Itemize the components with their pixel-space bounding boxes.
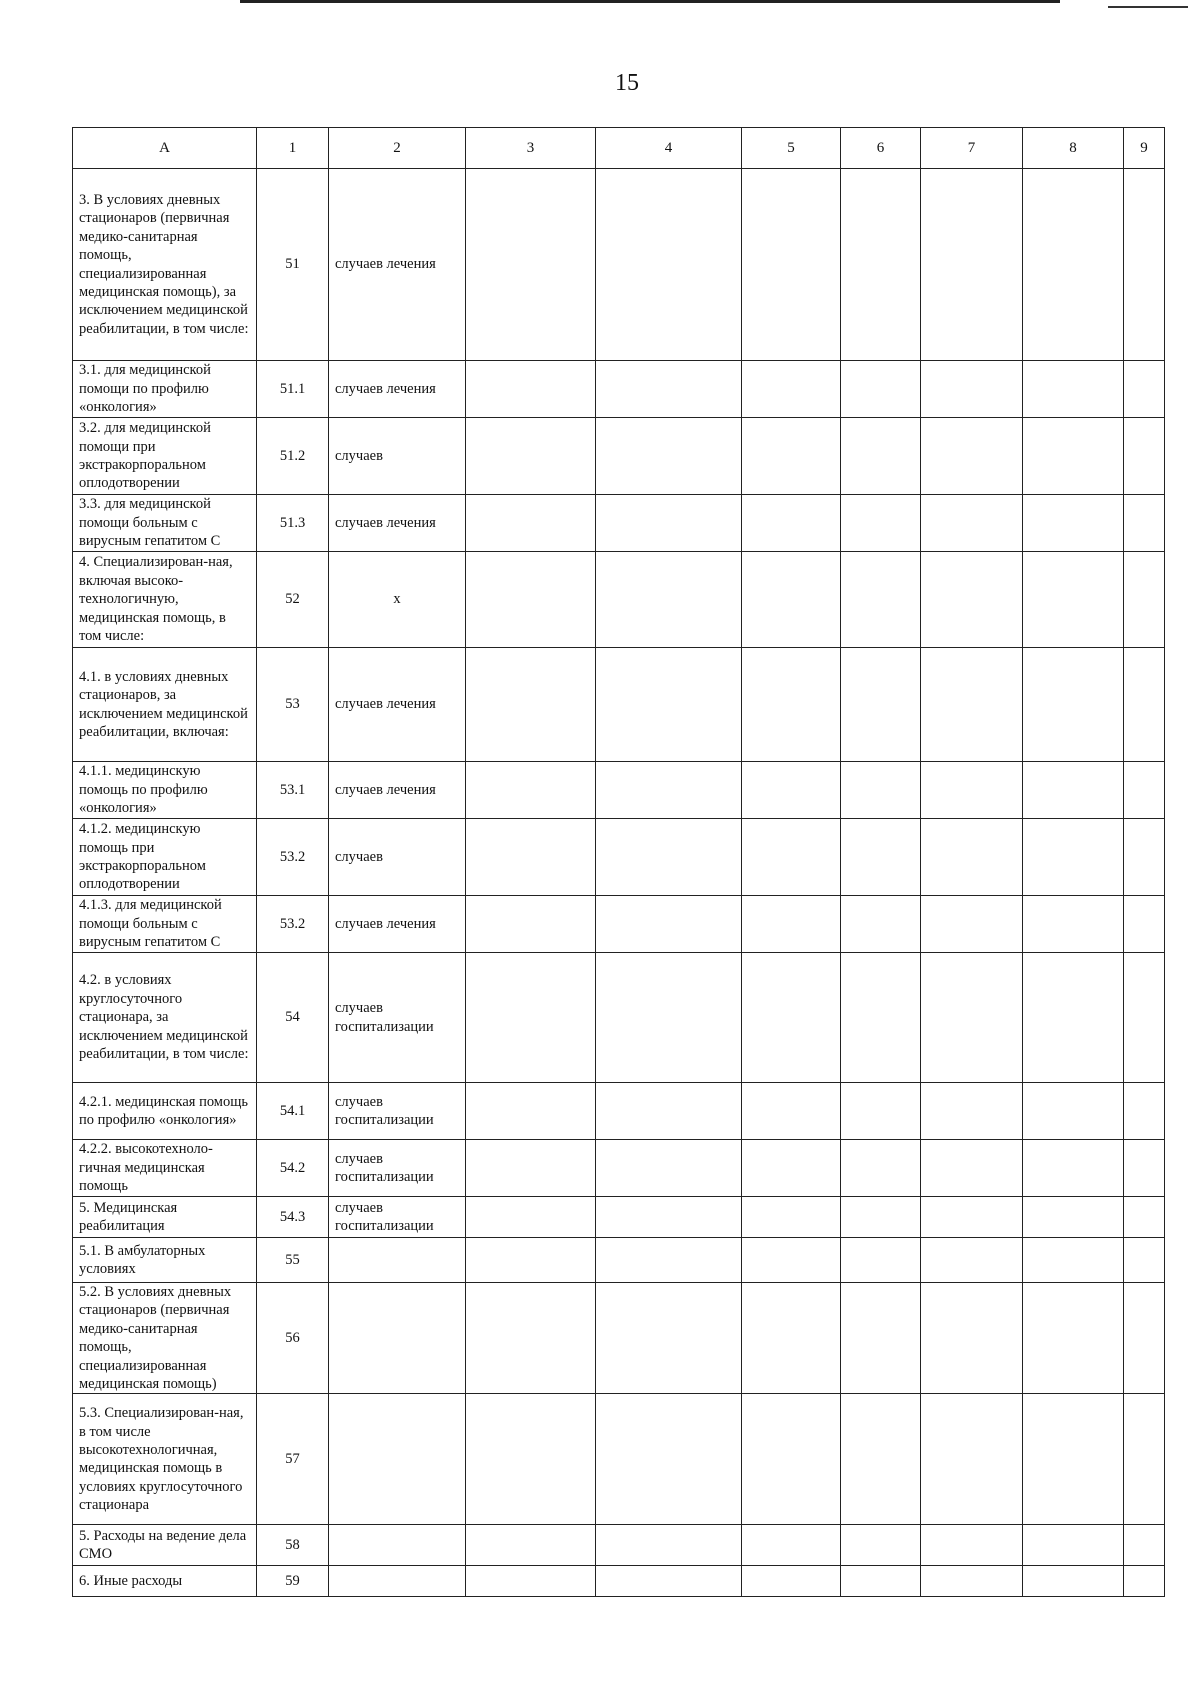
- value-cell: [742, 953, 841, 1083]
- row-code: 53: [257, 648, 329, 762]
- value-cell: [841, 1566, 921, 1597]
- table-row: [73, 1394, 1165, 1525]
- row-label: 3. В условиях дневных стационаров (первичная медико-санитарная помощь, специализированная медицинская помощь), за исключением медицинской реабилитации, в том числе:: [73, 169, 257, 361]
- value-cell: [1023, 169, 1124, 361]
- value-cell: [466, 819, 596, 896]
- value-cell: [742, 1566, 841, 1597]
- value-cell: [921, 648, 1023, 762]
- row-code: 56: [257, 1283, 329, 1394]
- row-code: 53.2: [257, 896, 329, 953]
- scan-edge-line-right: [1108, 6, 1188, 8]
- value-cell: [1023, 361, 1124, 418]
- row-label: 4.2.1. медицинская помощь по профилю «онкология»: [73, 1083, 257, 1140]
- row-unit: [329, 1394, 466, 1525]
- table-row: [73, 762, 1165, 819]
- row-unit: [329, 1238, 466, 1283]
- value-cell: [1124, 1140, 1165, 1197]
- value-cell: [596, 1283, 742, 1394]
- value-cell: [921, 1197, 1023, 1238]
- value-cell: [466, 418, 596, 495]
- row-label: 5.2. В условиях дневных стационаров (первичная медико-санитарная помощь, специализированная медицинская помощь): [73, 1283, 257, 1394]
- row-label: 4. Специализирован-ная, включая высоко-технологичную, медицинская помощь, в том числе:: [73, 552, 257, 648]
- value-cell: [596, 1525, 742, 1566]
- value-cell: [466, 1283, 596, 1394]
- row-code: 54: [257, 953, 329, 1083]
- column-header: 9: [1124, 128, 1165, 169]
- value-cell: [921, 762, 1023, 819]
- row-label: 4.1.1. медицинскую помощь по профилю «онкология»: [73, 762, 257, 819]
- value-cell: [1124, 1283, 1165, 1394]
- table-row: [73, 1525, 1165, 1566]
- value-cell: [921, 361, 1023, 418]
- row-unit: случаев: [329, 418, 466, 495]
- value-cell: [1124, 1238, 1165, 1283]
- value-cell: [1124, 361, 1165, 418]
- value-cell: [1124, 896, 1165, 953]
- value-cell: [466, 1394, 596, 1525]
- row-unit: [329, 1566, 466, 1597]
- value-cell: [921, 418, 1023, 495]
- value-cell: [742, 819, 841, 896]
- value-cell: [742, 1394, 841, 1525]
- value-cell: [1023, 1525, 1124, 1566]
- value-cell: [921, 1140, 1023, 1197]
- row-label: 3.1. для медицинской помощи по профилю «онкология»: [73, 361, 257, 418]
- value-cell: [1124, 762, 1165, 819]
- value-cell: [1023, 418, 1124, 495]
- value-cell: [466, 169, 596, 361]
- value-cell: [466, 762, 596, 819]
- row-label: 4.1.3. для медицинской помощи больным с вирусным гепатитом С: [73, 896, 257, 953]
- value-cell: [596, 1140, 742, 1197]
- value-cell: [1023, 1238, 1124, 1283]
- value-cell: [742, 648, 841, 762]
- value-cell: [742, 169, 841, 361]
- table-row: [73, 1566, 1165, 1597]
- value-cell: [1124, 1197, 1165, 1238]
- table-row: [73, 1083, 1165, 1140]
- value-cell: [742, 552, 841, 648]
- value-cell: [596, 169, 742, 361]
- value-cell: [921, 495, 1023, 552]
- value-cell: [921, 819, 1023, 896]
- table-row: [73, 1197, 1165, 1238]
- column-header: 5: [742, 128, 841, 169]
- value-cell: [1124, 648, 1165, 762]
- value-cell: [921, 1283, 1023, 1394]
- value-cell: [1023, 762, 1124, 819]
- row-label: 6. Иные расходы: [73, 1566, 257, 1597]
- value-cell: [596, 418, 742, 495]
- value-cell: [1124, 418, 1165, 495]
- value-cell: [596, 648, 742, 762]
- value-cell: [841, 169, 921, 361]
- value-cell: [466, 953, 596, 1083]
- value-cell: [596, 1394, 742, 1525]
- row-unit: случаев госпитализации: [329, 953, 466, 1083]
- value-cell: [596, 1566, 742, 1597]
- value-cell: [742, 1283, 841, 1394]
- value-cell: [1124, 495, 1165, 552]
- value-cell: [596, 1238, 742, 1283]
- column-header: 8: [1023, 128, 1124, 169]
- column-header: 2: [329, 128, 466, 169]
- value-cell: [742, 1197, 841, 1238]
- scan-edge-line: [240, 0, 1060, 3]
- row-code: 51.1: [257, 361, 329, 418]
- table-row: [73, 953, 1165, 1083]
- value-cell: [921, 1525, 1023, 1566]
- value-cell: [1023, 1283, 1124, 1394]
- value-cell: [596, 762, 742, 819]
- report-table: [72, 127, 1165, 1597]
- value-cell: [742, 1083, 841, 1140]
- column-header: 6: [841, 128, 921, 169]
- value-cell: [1023, 495, 1124, 552]
- value-cell: [466, 1566, 596, 1597]
- value-cell: [841, 552, 921, 648]
- value-cell: [841, 819, 921, 896]
- value-cell: [1023, 1140, 1124, 1197]
- value-cell: [841, 762, 921, 819]
- value-cell: [841, 1140, 921, 1197]
- row-code: 57: [257, 1394, 329, 1525]
- value-cell: [1124, 1525, 1165, 1566]
- value-cell: [921, 953, 1023, 1083]
- row-unit: [329, 1525, 466, 1566]
- row-label: 4.1.2. медицинскую помощь при экстракорпоральном оплодотворении: [73, 819, 257, 896]
- value-cell: [1023, 1083, 1124, 1140]
- value-cell: [841, 1083, 921, 1140]
- value-cell: [921, 169, 1023, 361]
- value-cell: [466, 1197, 596, 1238]
- value-cell: [1023, 896, 1124, 953]
- row-code: 51: [257, 169, 329, 361]
- row-label: 4.2.2. высокотехноло-гичная медицинская помощь: [73, 1140, 257, 1197]
- table-row: [73, 169, 1165, 361]
- table-row: [73, 819, 1165, 896]
- value-cell: [841, 361, 921, 418]
- value-cell: [1023, 1394, 1124, 1525]
- value-cell: [596, 896, 742, 953]
- row-code: 58: [257, 1525, 329, 1566]
- value-cell: [596, 552, 742, 648]
- table-row: [73, 552, 1165, 648]
- value-cell: [742, 896, 841, 953]
- value-cell: [742, 418, 841, 495]
- row-unit: случаев госпитализации: [329, 1083, 466, 1140]
- value-cell: [742, 1525, 841, 1566]
- value-cell: [466, 896, 596, 953]
- row-label: 5.1. В амбулаторных условиях: [73, 1238, 257, 1283]
- value-cell: [1124, 1083, 1165, 1140]
- value-cell: [466, 361, 596, 418]
- value-cell: [1124, 1566, 1165, 1597]
- row-label: 3.3. для медицинской помощи больным с вирусным гепатитом С: [73, 495, 257, 552]
- row-unit: случаев лечения: [329, 762, 466, 819]
- value-cell: [841, 1394, 921, 1525]
- value-cell: [596, 819, 742, 896]
- row-code: 53.2: [257, 819, 329, 896]
- value-cell: [841, 896, 921, 953]
- value-cell: [841, 1525, 921, 1566]
- value-cell: [921, 1083, 1023, 1140]
- value-cell: [921, 552, 1023, 648]
- row-unit: случаев лечения: [329, 169, 466, 361]
- value-cell: [742, 1140, 841, 1197]
- value-cell: [841, 418, 921, 495]
- row-unit: случаев лечения: [329, 896, 466, 953]
- row-code: 54.2: [257, 1140, 329, 1197]
- row-unit: случаев лечения: [329, 648, 466, 762]
- column-header: 7: [921, 128, 1023, 169]
- column-header: 3: [466, 128, 596, 169]
- row-code: 51.2: [257, 418, 329, 495]
- value-cell: [466, 1083, 596, 1140]
- value-cell: [921, 1238, 1023, 1283]
- row-code: 51.3: [257, 495, 329, 552]
- table-row: [73, 418, 1165, 495]
- row-unit: х: [329, 552, 466, 648]
- value-cell: [1124, 552, 1165, 648]
- table-row: [73, 361, 1165, 418]
- value-cell: [841, 648, 921, 762]
- value-cell: [1023, 1566, 1124, 1597]
- value-cell: [742, 361, 841, 418]
- value-cell: [841, 953, 921, 1083]
- value-cell: [841, 1197, 921, 1238]
- row-code: 54.3: [257, 1197, 329, 1238]
- row-label: 3.2. для медицинской помощи при экстракорпоральном оплодотворении: [73, 418, 257, 495]
- row-unit: случаев лечения: [329, 495, 466, 552]
- value-cell: [841, 1283, 921, 1394]
- value-cell: [1124, 169, 1165, 361]
- row-unit: случаев госпитализации: [329, 1140, 466, 1197]
- value-cell: [841, 1238, 921, 1283]
- value-cell: [742, 1238, 841, 1283]
- row-code: 52: [257, 552, 329, 648]
- value-cell: [596, 361, 742, 418]
- column-header: 1: [257, 128, 329, 169]
- value-cell: [466, 552, 596, 648]
- table-row: [73, 1140, 1165, 1197]
- table-row: [73, 1238, 1165, 1283]
- value-cell: [1023, 552, 1124, 648]
- row-unit: случаев госпитализации: [329, 1197, 466, 1238]
- header-row: [73, 128, 1165, 169]
- table-row: [73, 495, 1165, 552]
- table-row: [73, 648, 1165, 762]
- row-label: 4.1. в условиях дневных стационаров, за исключением медицинской реабилитации, включая:: [73, 648, 257, 762]
- value-cell: [921, 1566, 1023, 1597]
- value-cell: [1023, 1197, 1124, 1238]
- value-cell: [921, 1394, 1023, 1525]
- value-cell: [841, 495, 921, 552]
- row-unit: случаев: [329, 819, 466, 896]
- row-unit: случаев лечения: [329, 361, 466, 418]
- value-cell: [1023, 953, 1124, 1083]
- value-cell: [1124, 953, 1165, 1083]
- value-cell: [1124, 819, 1165, 896]
- row-label: 4.2. в условиях круглосуточного стационара, за исключением медицинской реабилитации, в том числе:: [73, 953, 257, 1083]
- value-cell: [466, 1140, 596, 1197]
- value-cell: [596, 1197, 742, 1238]
- value-cell: [466, 648, 596, 762]
- value-cell: [1124, 1394, 1165, 1525]
- row-code: 53.1: [257, 762, 329, 819]
- column-header: 4: [596, 128, 742, 169]
- row-label: 5. Медицинская реабилитация: [73, 1197, 257, 1238]
- row-code: 55: [257, 1238, 329, 1283]
- row-code: 59: [257, 1566, 329, 1597]
- column-header: А: [73, 128, 257, 169]
- value-cell: [596, 953, 742, 1083]
- value-cell: [466, 1238, 596, 1283]
- page-number: 15: [615, 70, 639, 96]
- value-cell: [742, 495, 841, 552]
- value-cell: [596, 1083, 742, 1140]
- table-row: [73, 896, 1165, 953]
- row-label: 5. Расходы на ведение дела СМО: [73, 1525, 257, 1566]
- row-code: 54.1: [257, 1083, 329, 1140]
- value-cell: [921, 896, 1023, 953]
- value-cell: [742, 762, 841, 819]
- row-label: 5.3. Специализирован-ная, в том числе высокотехнологичная, медицинская помощь в условиях круглосуточного стационара: [73, 1394, 257, 1525]
- value-cell: [466, 1525, 596, 1566]
- row-unit: [329, 1283, 466, 1394]
- table-row: [73, 1283, 1165, 1394]
- value-cell: [1023, 648, 1124, 762]
- value-cell: [596, 495, 742, 552]
- value-cell: [1023, 819, 1124, 896]
- value-cell: [466, 495, 596, 552]
